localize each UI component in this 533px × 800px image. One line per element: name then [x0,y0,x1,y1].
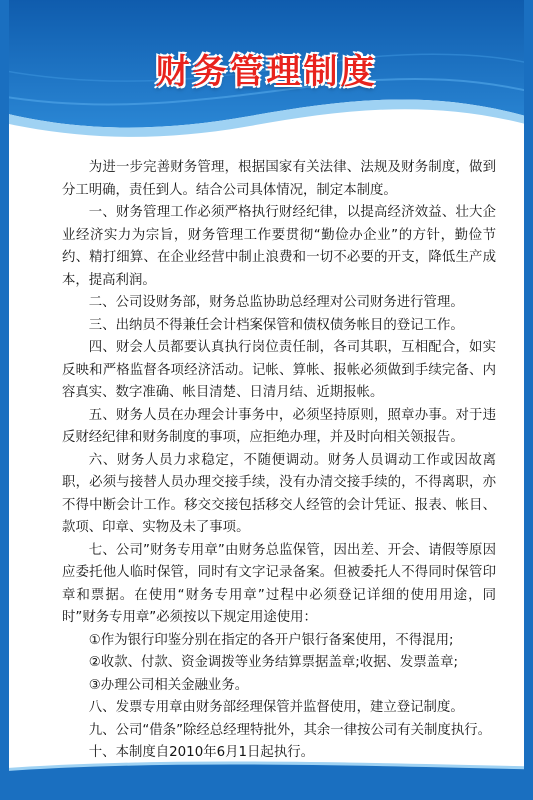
use-item-1: ①作为银行印鉴分别在指定的各开户银行备案使用，不得混用; [88,632,454,648]
clause-8: 八、发票专用章由财务部经理保管并监督使用，建立登记制度。 [88,700,464,715]
page-title: 财务管理制度 [155,52,378,92]
clause-7: 七、公司”财务专用章”由财务总监保管，因出差、开会、请假等原因应委托他人临时保管，同时有文字记录备案。但被委托人不得同时保管印章和票据。在使用“财务专用章”过程中必须登记详细的使用用途，同时”财务专用章”必须按以下规定用途使用： [62,542,496,625]
use-item-3: ③办理公司相关金融业务。 [88,677,249,693]
intro-paragraph: 为进一步完善财务管理，根据国家有关法律、法规及财务制度，做到分工明确，责任到人。结合公司具体情况，制定本制度。 [62,160,496,198]
clause-5: 五、财务人员在办理会计事务中，必须坚持原则，照章办事。对于违反财经纪律和财务制度的事项，应拒绝办理，并及时向相关领报告。 [62,407,496,445]
clause-6: 六、财务人员力求稳定，不随便调动。财务人员调动工作或因故离职，必须与接替人员办理交接手续，没有办清交接手续的，不得离职，亦不得中断会计工作。移交交接包括移交人经管的会计凭证、报表、帐目、款项、印章、实物及未了事项。 [62,452,496,535]
clause-1: 一、财务管理工作必须严格执行财经纪律，以提高经济效益、壮大企业经济实力为宗旨，财务管理工作要贯彻“勤俭办企业”的方针，勤俭节约、精打细算、在企业经营中制止浪费和一切不必要的开支，降低生产成本，提高利润。 [62,205,496,288]
clause-10: 十、本制度自2010年6月1日起执行。 [88,745,314,760]
clause-4: 四、财会人员都要认真执行岗位责任制，各司其职，互相配合，如实反映和严格监督各项经济活动。记帐、算帐、报帐必须做到手续完备、内容真实、数字准确、帐目清楚、日清月结、近期报帐。 [62,340,496,400]
use-item-2: ②收款、付款、资金调拨等业务结算票据盖章;收据、发票盖章; [88,655,458,670]
clause-2: 二、公司设财务部，财务总监协助总经理对公司财务进行管理。 [88,295,464,310]
clause-3: 三、出纳员不得兼任会计档案保管和债权债务帐目的登记工作。 [88,317,464,333]
clause-9: 九、公司“借条”除经总经理特批外，其余一律按公司有关制度执行。 [88,722,491,738]
regulation-body [62,157,496,787]
footer-band [0,760,533,800]
